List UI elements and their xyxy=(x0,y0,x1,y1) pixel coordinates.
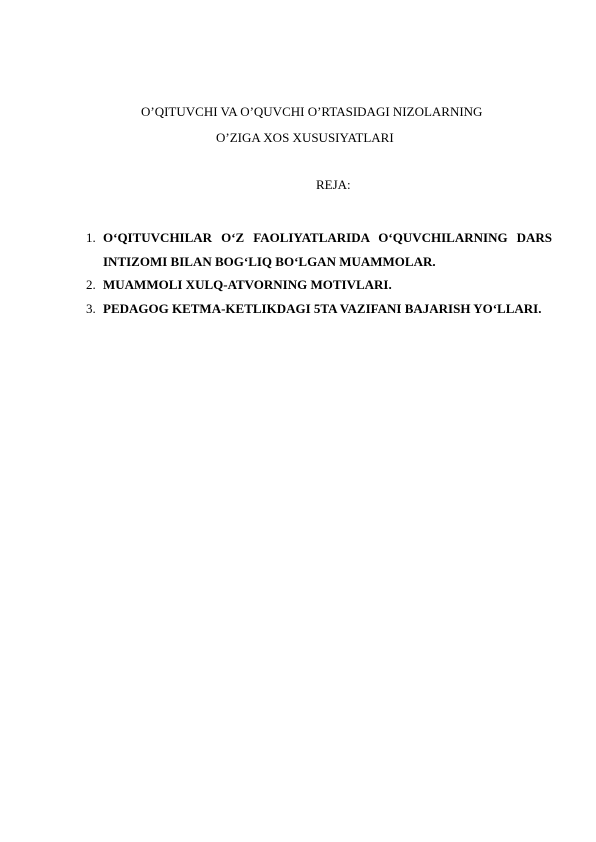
plan-item-number: 1. xyxy=(86,230,96,245)
plan-list xyxy=(86,226,552,320)
plan-item-number: 2. xyxy=(86,277,96,292)
plan-item-text: O‘QITUVCHILAR O‘Z FAOLIYATLARIDA O‘QUVCHILARNING DARS INTIZOMI BILAN BOG‘LIQ BO‘LGAN MUAMMOLAR. xyxy=(103,230,552,269)
plan-item-number: 3. xyxy=(86,300,96,316)
document-title-line-2: O’ZIGA XOS XUSUSIYATLARI xyxy=(216,130,394,145)
plan-heading: REJA: xyxy=(316,177,351,192)
document-title-line-1: O’QITUVCHI VA O’QUVCHI O’RTASIDAGI NIZOLARNING xyxy=(141,104,483,119)
plan-item-3 xyxy=(86,297,552,321)
plan-item-text: PEDAGOG KETMA-KETLIKDAGI 5TA VAZIFANI BAJARISH YO‘LLARI. xyxy=(103,300,542,316)
plan-item-text: MUAMMOLI XULQ-ATVORNING MOTIVLARI. xyxy=(103,277,392,292)
plan-item-1 xyxy=(86,226,552,273)
plan-item-2 xyxy=(86,273,552,297)
